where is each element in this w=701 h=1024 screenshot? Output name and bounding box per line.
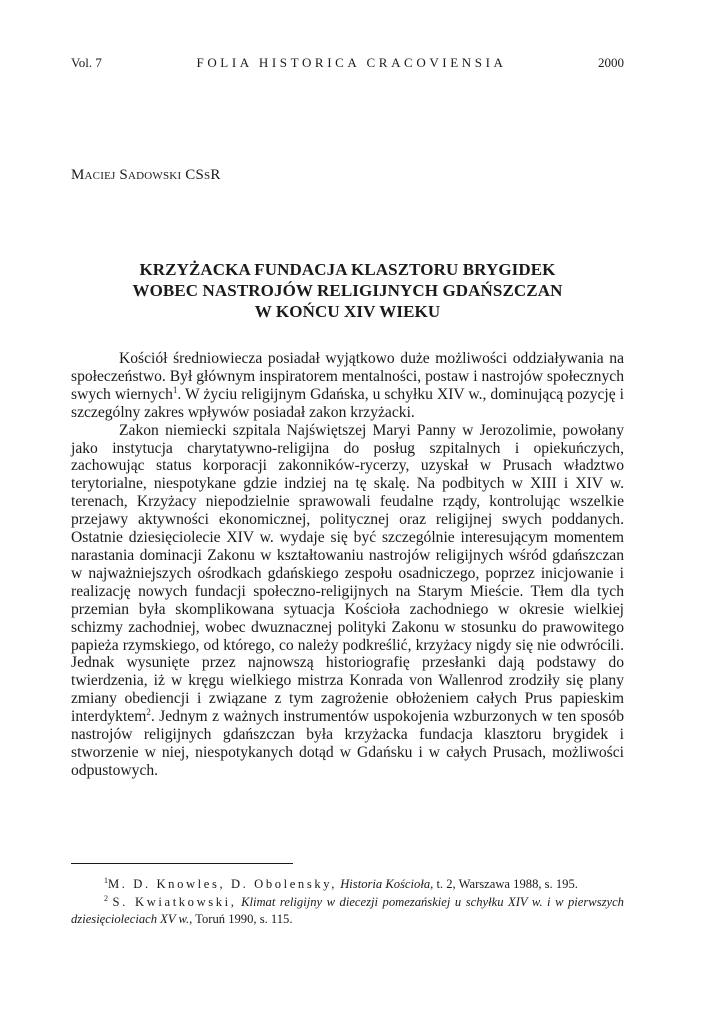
paragraph-text: . Jednym z ważnych instrumentów uspokojenia wzburzonych w ten sposób nastrojów religijnych gdańszczan była krzyżacka fundacja klasztoru brygidek i stworzenie w niej, niespotykanych dotąd w Gdańsku i w całych Prusach, możliwości odpustowych.	[71, 708, 624, 779]
footnote-number: 2	[104, 893, 108, 903]
title-line: WOBEC NASTROJÓW RELIGIJNYCH GDAŃSZCZAN	[132, 281, 563, 300]
footnote-details: t. 2, Warszawa 1988, s. 195.	[436, 877, 578, 891]
volume-label: Vol. 7	[71, 55, 102, 70]
paragraph-text: . W życiu religijnym Gdańska, u schyłku XIV w., dominującą pozycję i szczególny zakres wpływów posiadał zakon krzyżacki.	[71, 385, 625, 421]
footnote-ref[interactable]: 2	[146, 707, 151, 718]
footnote	[71, 894, 624, 929]
footnote-details: Toruń 1990, s. 115.	[195, 912, 293, 926]
paragraph-text: Zakon niemiecki szpitala Najświętszej Maryi Panny w Jerozolimie, powołany jako instytucja charytatywno-religijna do posług szpitalnych i opiekuńczych, zachowując status korporacji zakonników-rycerzy, uzyskał w Prusach władztwo terytorialne, niespotykane gdzie indziej na tę skalę. Na podbitych w XIII i XIV w. terenach, Krzyżacy niepodzielnie sprawowali feudalne rządy, kontrolując wszelkie przejawy aktywności ekonomicznej, politycznej oraz religijnej swych poddanych. Ostatnie dziesięciolecie XIV w. wydaje się być szczególnie interesującym momentem narastania dominacji Zakonu w kształtowaniu nastrojów religijnych wśród gdańszczan w najważniejszych ośrodkach gdańskiego zespołu osadniczego, poprzez inicjowanie i realizację nowych fundacji społeczno-religijnych na Starym Mieście. Tłem dla tych przemian była skomplikowana sytuacja Kościoła zachodniego w okresie wielkiej schizmy zachodniej, wobec dwuznacznej polityki Zakonu w stosunku do prawowitego papieża rzymskiego, od którego, co należy podkreślić, krzyżacy nigdy się nie odwrócili. Jednak wysunięte przez najnowszą historiografię przesłanki dają podstawy do twierdzenia, iż w kręgu wielkiego mistrza Konrada von Wallenrod zrodziły się plany zmiany obediencji i związane z tym zagrożenie obłożeniem całych Prus papieskim interdyktem	[71, 421, 624, 726]
footnote-divider	[71, 863, 293, 864]
footnote	[71, 876, 624, 894]
body-paragraph	[71, 350, 624, 422]
running-head	[71, 55, 624, 73]
title-line: KRZYŻACKA FUNDACJA KLASZTORU BRYGIDEK	[139, 260, 556, 279]
footnote-number: 1	[104, 876, 108, 885]
footnote-author: S. Kwiatkowski,	[112, 894, 237, 909]
year-label: 2000	[598, 55, 624, 70]
paragraph-text: Kościół średniowiecza posiadał wyjątkowo duże możliwości oddziaływania na społeczeństwo. Był głównym inspiratorem mentalności, postaw i nastrojów społecznych swych wiernych	[71, 350, 624, 403]
article-title	[71, 259, 624, 322]
footnotes	[71, 876, 624, 929]
footnote-work: Historia Kościoła,	[340, 877, 434, 891]
body-paragraph	[71, 422, 624, 780]
title-line: W KOŃCU XIV WIEKU	[254, 302, 441, 321]
article-body	[71, 350, 624, 780]
author-name: Maciej Sadowski CSsR	[71, 167, 221, 183]
footnote-work: Klimat religijny w diecezji pomezańskiej u schyłku XIV w. i w pierwszych dziesięcioleciach XV w.,	[71, 894, 624, 926]
journal-title: FOLIA HISTORICA CRACOVIENSIA	[196, 55, 507, 70]
footnote-author: M. D. Knowles, D. Obolensky,	[108, 877, 338, 891]
footnote-ref[interactable]: 1	[172, 384, 178, 395]
